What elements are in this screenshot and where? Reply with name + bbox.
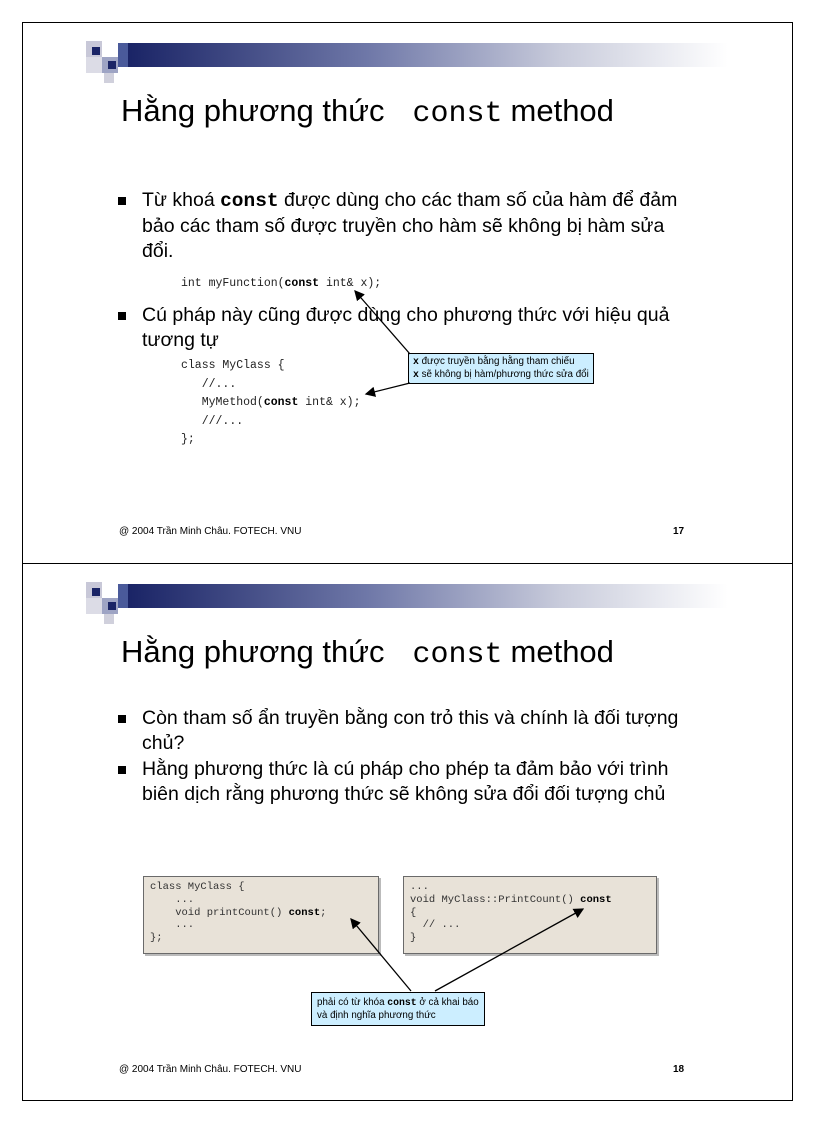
bullet-const-params: Từ khoá const được dùng cho các tham số của hàm để đảm bảo các tham số được truyền cho hàm sẽ không bị hàm sửa đổi. [118, 188, 698, 264]
page-number: 17 [673, 526, 685, 537]
callout-arrows [23, 23, 794, 564]
slide-17 [22, 22, 793, 563]
slide-title: Hằng phương thức const method [121, 634, 614, 672]
slide-title: Hằng phương thức const method [121, 93, 614, 131]
callout-const-both: phải có từ khóa const ở cả khai báo và định nghĩa phương thức [311, 992, 485, 1026]
callout-arrows [23, 564, 794, 1102]
bullet-const-method: Hằng phương thức là cú pháp cho phép ta đảm bảo với trình biên dịch rằng phương thức sẽ không sửa đổi đối tượng chủ [118, 757, 698, 807]
code-myclass: class MyClass { //... MyMethod(const int& x); ///... }; [181, 359, 361, 446]
slide-18 [22, 563, 793, 1101]
callout-const-ref: x được truyền bằng hằng tham chiếu x sẽ không bị hàm/phương thức sửa đổi [408, 353, 594, 384]
code-myfunction: int myFunction(const int& x); [181, 277, 382, 290]
code-box-declaration: class MyClass { ... void printCount() const; ... }; [143, 876, 379, 954]
footer-credit: @ 2004 Trần Minh Châu. FOTECH. VNU [119, 1064, 302, 1075]
page-number: 18 [673, 1064, 685, 1075]
bullet-hidden-this: Còn tham số ẩn truyền bằng con trỏ this và chính là đối tượng chủ? [118, 706, 698, 756]
bullet-method-syntax: Cú pháp này cũng được dùng cho phương thức với hiệu quả tương tự [118, 303, 698, 353]
code-box-definition: ... void MyClass::PrintCount() const { // ... } [403, 876, 657, 954]
footer-credit: @ 2004 Trần Minh Châu. FOTECH. VNU [119, 526, 302, 537]
